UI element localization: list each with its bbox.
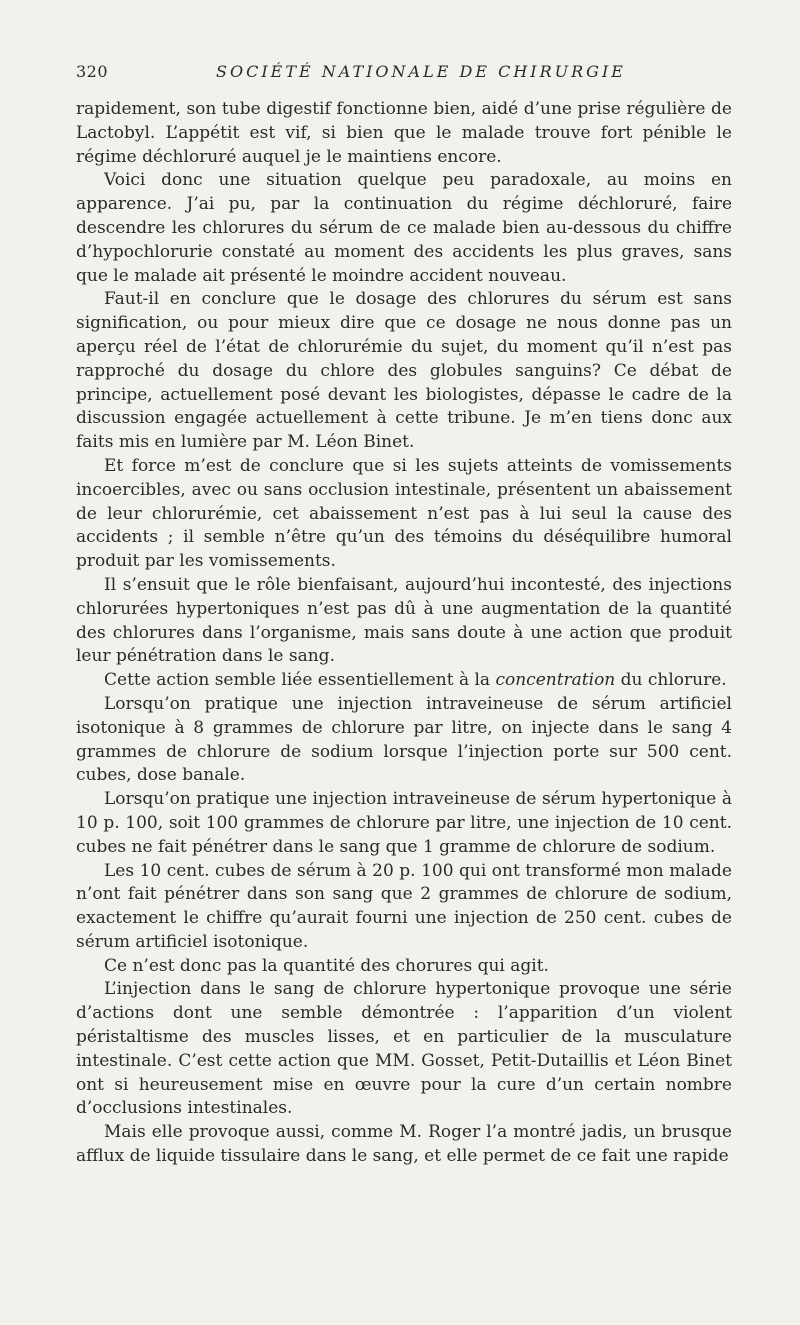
paragraph-7: Lorsqu’on pratique une injection intraveineuse de sérum artificiel isotonique à 8 grammes de chlorure par litre, on injecte dans le sang 4 grammes de chlorure de sodium lorsque l’injection porte sur 500 cent. cubes, dose banale.	[76, 693, 732, 786]
paragraph-9: Les 10 cent. cubes de sérum à 20 p. 100 qui ont transformé mon malade n’ont fait pénétrer dans son sang que 2 grammes de chlorure de sodium, exactement le chiffre qu’aurait fourni une injection de 250 cent. cubes de sérum artificiel isotonique.	[76, 860, 732, 952]
body-text	[76, 98, 732, 1169]
paragraph-6	[76, 669, 732, 693]
paragraph-3: Faut-il en conclure que le dosage des chlorures du sérum est sans signification, ou pour mieux dire que ce dosage ne nous donne pas un aperçu réel de l’état de chlorurémie du sujet, du moment qu’il n’est pas rapproché du dosage du chlore des globules sanguins? Ce débat de principe, actuellement posé devant les biologistes, dépasse le cadre de la discussion engagée actuellement à cette tribune. Je m’en tiens donc aux faits mis en lumière par M. Léon Binet.	[76, 289, 732, 453]
paragraph-6-before: Cette action semble liée essentiellement à la	[104, 670, 496, 691]
paragraph-10: Ce n’est donc pas la quantité des chorures qui agit.	[104, 955, 549, 976]
paragraph-1: rapidement, son tube digestif fonctionne bien, aidé d’une prise régulière de Lactobyl. L’appétit est vif, si bien que le malade trouve fort pénible le régime déchloruré auquel je le maintiens encore.	[76, 99, 732, 167]
paragraph-4: Et force m’est de conclure que si les sujets atteints de vomissements incoercibles, avec ou sans occlusion intestinale, présentent un abaissement de leur chlorurémie, cet abaissement n’est pas à lui seul la cause des accidents ; il semble n’être qu’un des témoins du déséquilibre humoral produit par les vomissements.	[76, 455, 732, 572]
page-header	[76, 62, 732, 86]
paragraph-8: Lorsqu’on pratique une injection intraveineuse de sérum hypertonique à 10 p. 100, soit 100 grammes de chlorure par litre, une injection de 10 cent. cubes ne fait pénétrer dans le sang que 1 gramme de chlorure de sodium.	[76, 789, 732, 857]
page-number: 320	[76, 62, 109, 81]
running-head: SOCIÉTÉ NATIONALE DE CHIRURGIE	[216, 62, 626, 81]
paragraph-6-after: du chlorure.	[615, 670, 727, 691]
paragraph-6-emphasis: concentration	[495, 670, 616, 691]
paragraph-12: Mais elle provoque aussi, comme M. Roger l’a montré jadis, un brusque afflux de liquide tissulaire dans le sang, et elle permet de ce fait une rapide	[76, 1122, 732, 1167]
paragraph-2: Voici donc une situation quelque peu paradoxale, au moins en apparence. J’ai pu, par la continuation du régime déchloruré, faire descendre les chlorures du sérum de ce malade bien au-dessous du chiffre d’hypochlorurie constaté au moment des accidents les plus graves, sans que le malade ait présenté le moindre accident nouveau.	[76, 170, 732, 286]
paragraph-11: L’injection dans le sang de chlorure hypertonique provoque une série d’actions dont une semble démontrée : l’apparition d’un violent péristaltisme des muscles lisses, et en particulier de la musculature intestinale. C’est cette action que MM. Gosset, Petit-Dutaillis et Léon Binet ont si heureusement mise en œuvre pour la cure d’un certain nombre d’occlusions intestinales.	[76, 979, 732, 1119]
paragraph-5: Il s’ensuit que le rôle bienfaisant, aujourd’hui incontesté, des injections chlorurées hypertoniques n’est pas dû à une augmentation de la quantité des chlorures dans l’organisme, mais sans doute à une action que produit leur pénétration dans le sang.	[76, 574, 732, 667]
